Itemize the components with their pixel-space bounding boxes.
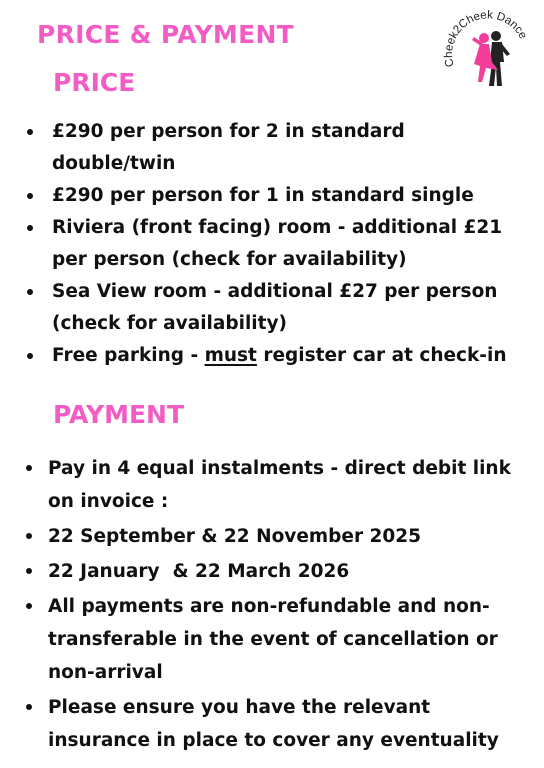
list-item: 22 January & 22 March 2026 <box>48 555 532 588</box>
parking-prefix: Free parking - <box>52 345 205 366</box>
price-heading: PRICE <box>53 68 136 97</box>
list-item: Sea View room - additional £27 per person (check for availability) <box>52 276 532 340</box>
parking-emphasis: must <box>204 345 257 366</box>
list-item: 22 September & 22 November 2025 <box>48 520 532 553</box>
price-list <box>52 116 532 372</box>
parking-suffix: register car at check-in <box>256 345 507 366</box>
logo-text: Cheek2Cheek Dance <box>443 9 529 69</box>
cheek2cheek-logo <box>440 6 536 102</box>
list-item-parking <box>52 340 532 372</box>
list-item: Pay in 4 equal instalments - direct debit link on invoice : <box>48 452 532 518</box>
payment-list <box>48 452 532 759</box>
list-item: £290 per person for 1 in standard single <box>52 180 532 212</box>
list-item: Riviera (front facing) room - additional £21 per person (check for availability) <box>52 212 532 276</box>
list-item: Please ensure you have the relevant insurance in place to cover any eventuality <box>48 691 532 757</box>
payment-heading: PAYMENT <box>53 400 185 429</box>
list-item: All payments are non-refundable and non-transferable in the event of cancellation or non-arrival <box>48 590 532 689</box>
page-title: PRICE & PAYMENT <box>37 20 295 49</box>
list-item: £290 per person for 2 in standard double/twin <box>52 116 532 180</box>
dancers-icon <box>472 31 510 86</box>
